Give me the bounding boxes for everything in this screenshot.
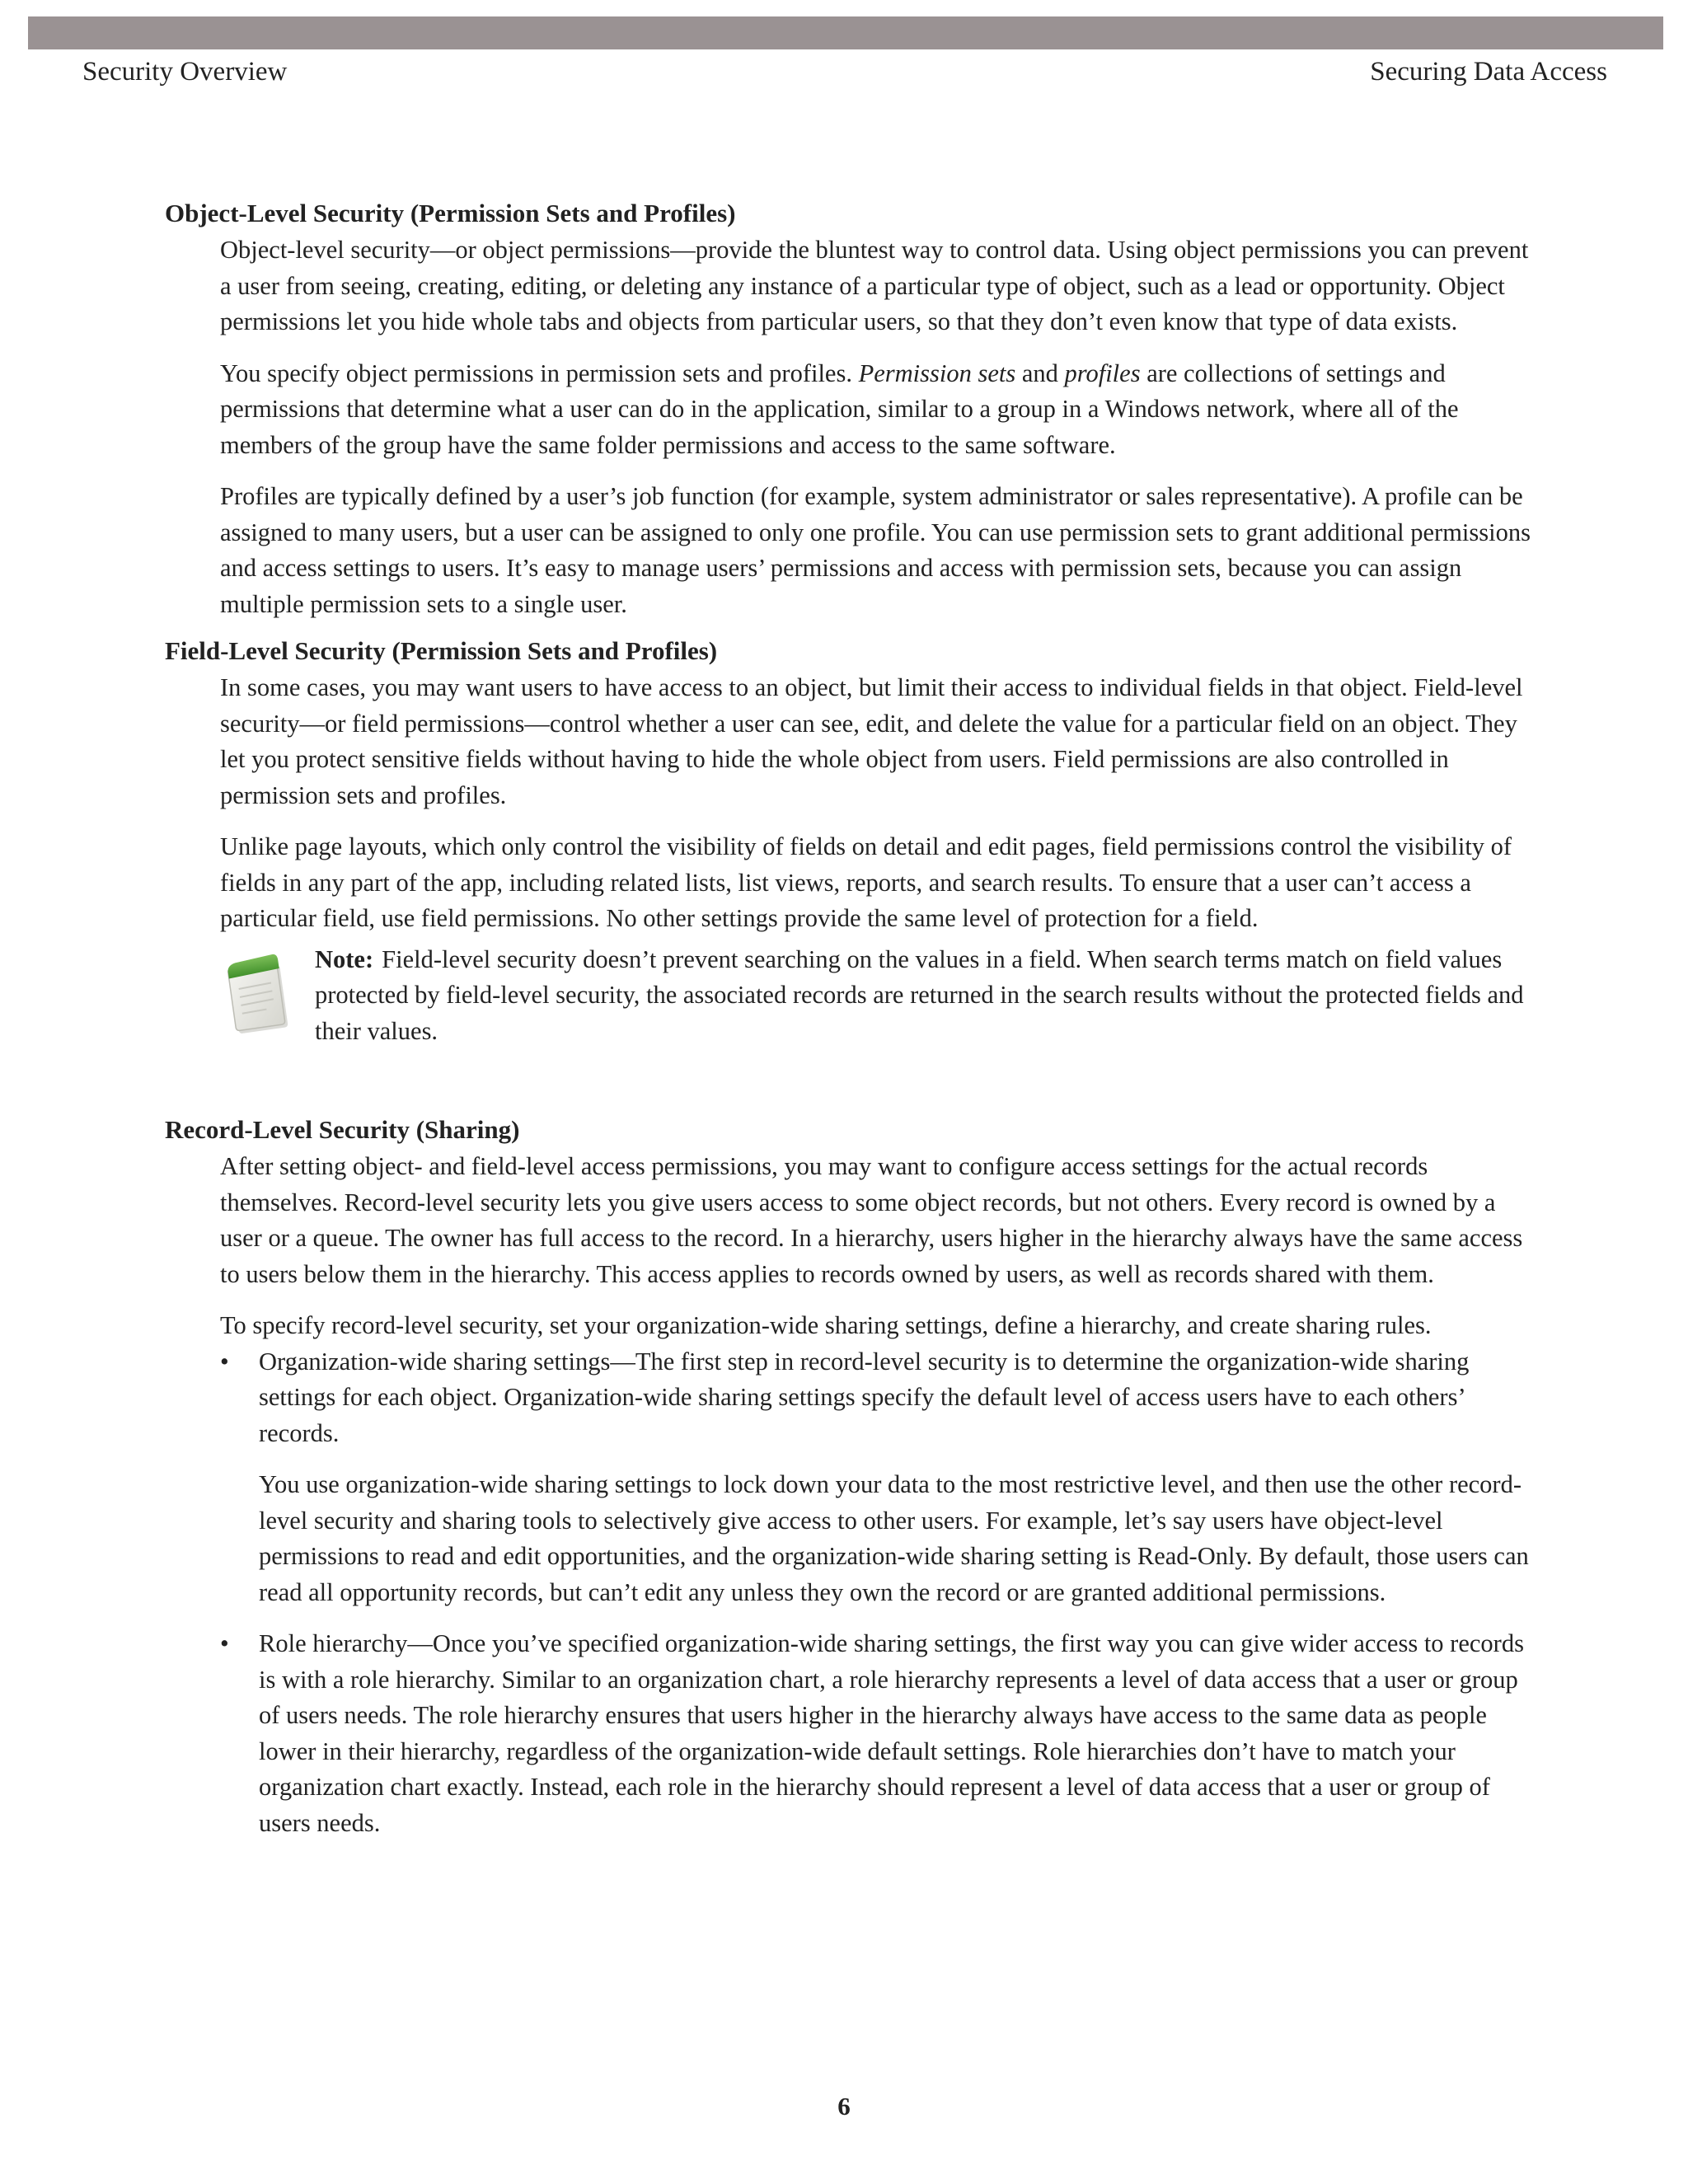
term-permission-sets: Permission sets <box>858 359 1016 387</box>
note-callout <box>220 942 1533 1050</box>
page-number: 6 <box>837 2092 851 2121</box>
paragraph: Object-level security—or object permissions—provide the bluntest way to control data. Using object permissions you can prevent a user from seeing, creating, editing, or deleting any instance of a particular type of object, such as a lead or opportunity. Object permissions let you hide whole tabs and objects from particular users, so that they don’t even know that type of data exists. <box>220 236 1529 335</box>
bullet-icon: • <box>220 1347 229 1376</box>
list-item <box>220 1344 1533 1611</box>
paragraph: Unlike page layouts, which only control the visibility of fields on detail and edit pages, field permissions control the visibility of fields in any part of the app, including related lists, list views, reports, and search results. To ensure that a user can’t access a particular field, use field permissions. No other settings provide the same level of protection for a field. <box>220 832 1512 932</box>
list-item <box>220 1626 1533 1841</box>
paragraph: In some cases, you may want users to have access to an object, but limit their access to individual fields in that object. Field-level security—or field permissions—control whether a user can see, edit, and delete the value for a particular field on an object. They let you protect sensitive fields without having to hide the whole object from users. Field permissions are also controlled in permission sets and profiles. <box>220 673 1523 809</box>
paragraph: After setting object- and field-level access permissions, you may want to configure access settings for the actual records themselves. Record-level security lets you give users access to some object records, but not others. Every record is owned by a user or a queue. The owner has full access to the record. In a hierarchy, users higher in the hierarchy always have the same access to users below them in the hierarchy. This access applies to records owned by users, as well as records shared with them. <box>220 1152 1523 1288</box>
list-item-text: You use organization-wide sharing settings to lock down your data to the most restrictive level, and then use the other record-level security and sharing tools to selectively give access to other users. For example, let’s say users have object-level permissions to read and edit opportunities, and the organization-wide sharing setting is Read-Only. By default, those users can read all opportunity records, but can’t edit any unless they own the record or are granted additional permissions. <box>259 1470 1529 1606</box>
header-right: Securing Data Access <box>1370 57 1607 87</box>
section-object-level <box>165 194 1533 622</box>
section-heading: Field-Level Security (Permission Sets and Profiles) <box>165 636 718 665</box>
document-body <box>165 194 1533 1841</box>
list-item-text: Role hierarchy—Once you’ve specified organization-wide sharing settings, the first way you can give wider access to records is with a role hierarchy. Similar to an organization chart, a role hierarchy represents a level of data access that a user or group of users needs. The role hierarchy ensures that users higher in the hierarchy always have access to the same data as people lower in their hierarchy, regardless of the organization-wide default settings. Role hierarchies don’t have to match your organization chart exactly. Instead, each role in the hierarchy should represent a level of data access that a user or group of users needs. <box>259 1629 1524 1837</box>
paragraph: You specify object permissions in permission sets and profiles. Permission sets and profiles are collections of settings and permissions that determine what a user can do in the application, similar to a group in a Windows network, where all of the members of the group have the same folder permissions and access to the same software. <box>220 359 1459 459</box>
section-field-level <box>165 632 1533 1049</box>
term-profiles: profiles <box>1064 359 1141 387</box>
bullet-icon: • <box>220 1629 229 1657</box>
bullet-list <box>165 1344 1533 1842</box>
header-left: Security Overview <box>82 57 288 87</box>
section-record-level <box>165 1111 1533 1841</box>
section-heading: Record-Level Security (Sharing) <box>165 1115 520 1144</box>
paragraph: Profiles are typically defined by a user’s job function (for example, system administrator or sales representative). A profile can be assigned to many users, but a user can be assigned to only one profile. You can use permission sets to grant additional permissions and access settings to users. It’s easy to manage users’ permissions and access with permission sets, because you can assign multiple permission sets to a single user. <box>220 482 1531 618</box>
note-text: Note: Field-level security doesn’t prevent searching on the values in a field. When search terms match on field values protected by field-level security, the associated records are returned in the search results without the protected fields and their values. <box>315 944 1524 1045</box>
note-label: Note: <box>315 944 374 973</box>
note-icon <box>220 950 294 1052</box>
paragraph: To specify record-level security, set your organization-wide sharing settings, define a hierarchy, and create sharing rules. <box>220 1311 1432 1339</box>
top-bar <box>28 16 1663 49</box>
list-item-text: Organization-wide sharing settings—The first step in record-level security is to determine the organization-wide sharing settings for each object. Organization-wide sharing settings specify the default level of access users have to each others’ records. <box>259 1347 1470 1447</box>
section-heading: Object-Level Security (Permission Sets and Profiles) <box>165 199 736 227</box>
